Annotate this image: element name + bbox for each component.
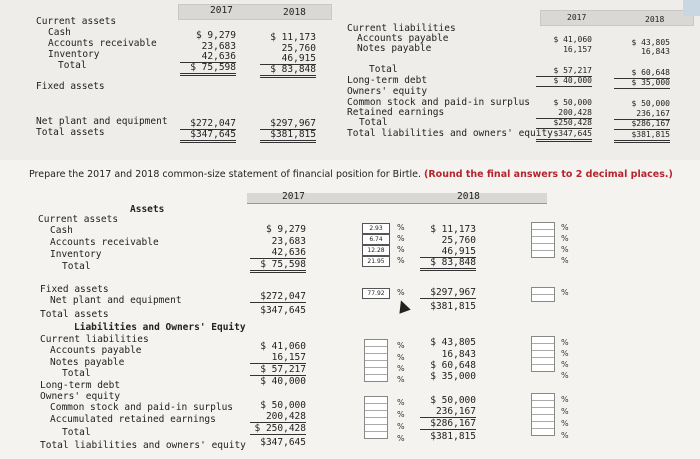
pct-sign: % [397,256,405,265]
t-inventory: Inventory [50,249,102,260]
t-2018-cash: $ 11,173 [430,224,476,235]
t-2018-net-plant: $297,967 [420,288,476,299]
pct-2018-liabilities-grid[interactable] [531,336,555,372]
t-2018-total-cl: $ 60,648 [430,360,476,371]
t-2017-inventory: 42,636 [250,248,306,259]
pct-sign: % [561,360,569,369]
t-2018-ar: 25,760 [441,235,476,246]
pct-sign: % [397,341,405,350]
tl-2018-total: $ 83,848 [260,65,316,78]
top-left-year-header [178,4,332,20]
pct-sign: % [561,338,569,347]
pct-2017-liabilities-grid[interactable] [364,339,388,382]
tr-2017-total2: $250,428 [536,118,592,129]
t-current-assets: Current assets [38,214,119,225]
tl-2018-total-assets: $381,815 [260,130,316,143]
tr-2017-common: $ 50,000 [553,98,592,107]
t-2018-inventory: 46,915 [420,247,476,258]
pct-2017-cash-input[interactable]: 2.93 [362,223,390,234]
top-right-year-header [540,10,694,26]
tr-np: Notes payable [357,43,432,54]
tl-2017-total: $ 75,598 [180,63,236,76]
pct-sign: % [561,245,569,254]
tr-2018-ap: $ 43,805 [631,38,670,47]
t-2018-retained: 236,167 [420,407,476,418]
t-2018-total-oe: $286,167 [420,419,476,430]
pct-sign: % [561,371,569,380]
t-total-le: Total liabilities and owners' equity [40,440,246,451]
t-total-assets: Total assets [40,309,109,320]
t-2018-total-le: $381,815 [430,431,476,442]
t-2017-common: $ 50,000 [260,400,306,411]
tr-total-le: Total liabilities and owners' equity [347,128,553,139]
tr-2018-ltd: $ 35,000 [614,78,670,89]
tr-2017-ap: $ 41,060 [553,35,592,44]
tr-2017-np: 16,157 [563,45,592,54]
t-total-cl: Total [62,368,91,379]
pct-sign: % [397,223,405,232]
tr-2017-total-le: $347,645 [536,129,592,142]
t-2017-total-cl: $ 57,217 [250,365,306,376]
t-2017-total-assets: $347,645 [260,305,306,316]
t-total-oe: Total [62,427,91,438]
tl-2017-net-plant: $272,047 [180,119,236,130]
tl-2017-ar: 23,683 [201,41,236,52]
tl-total: Total [58,60,87,71]
tr-2018-total-le: $381,815 [614,130,670,143]
pct-2017-equity-grid[interactable] [364,396,388,439]
tr-current-liabilities: Current liabilities [347,23,456,34]
tr-total: Total [369,64,398,75]
t-2018-total: $ 83,848 [420,258,476,271]
pct-sign: % [397,375,405,384]
pct-sign: % [561,419,569,428]
pct-sign: % [561,223,569,232]
pct-sign: % [397,353,405,362]
pct-sign: % [397,234,405,243]
t-2017-ltd: $ 40,000 [260,376,306,387]
t-2018-np: 16,843 [441,349,476,360]
pct-2017-ar-input[interactable]: 6.74 [362,234,390,245]
t-common: Common stock and paid-in surplus [50,402,234,413]
pct-sign: % [561,349,569,358]
tr-ap: Accounts payable [357,33,449,44]
tr-2018-total2: $286,167 [614,119,670,130]
mouse-cursor-icon [395,298,410,313]
t-2017-ap: $ 41,060 [260,341,306,352]
pct-sign: % [397,288,405,297]
t-owners-equity: Owners' equity [40,391,121,402]
top-right-year-2018: 2018 [645,15,665,24]
t-total: Total [62,261,91,272]
tl-ar: Accounts receivable [48,38,157,49]
tl-2018-ar: 25,760 [281,43,316,54]
tl-2017-total-assets: $347,645 [180,130,236,143]
t-retained: Accumulated retained earnings [50,414,216,425]
top-right-year-2017: 2017 [567,13,587,22]
t-net-plant: Net plant and equipment [50,295,182,306]
pct-sign: % [397,245,405,254]
pct-sign: % [397,364,405,373]
table-year-2017: 2017 [282,191,305,202]
tl-current-assets: Current assets [36,16,117,27]
top-left-year-2017: 2017 [210,5,233,16]
tr-2018-retained: 236,167 [614,109,670,120]
pct-2017-inventory-input[interactable]: 12.28 [362,245,390,256]
tr-2017-total: $ 57,217 [536,66,592,77]
t-2018-common: $ 50,000 [430,395,476,406]
pct-sign: % [397,410,405,419]
tl-inventory: Inventory [48,49,100,60]
pct-sign: % [561,431,569,440]
pct-sign: % [397,434,405,443]
pct-sign: % [397,398,405,407]
t-2017-cash: $ 9,279 [265,224,306,235]
t-2017-ar: 23,683 [271,236,306,247]
t-np: Notes payable [50,357,125,368]
t-2017-total-le: $347,645 [260,437,306,448]
t-current-liabilities: Current liabilities [40,334,149,345]
tl-2017-cash: $ 9,279 [195,30,236,41]
pct-2018-current-assets-grid[interactable] [531,222,555,258]
pct-sign: % [397,422,405,431]
pct-2018-net-plant-grid[interactable] [531,287,555,302]
t-2017-total-oe: $ 250,428 [250,424,306,435]
tr-2017-retained: 200,428 [536,108,592,119]
t-2017-np: 16,157 [250,353,306,364]
pct-2017-total-input[interactable]: 21.95 [362,256,390,267]
tl-net-plant: Net plant and equipment [36,116,168,127]
tl-total-assets: Total assets [36,127,105,138]
tl-2018-cash: $ 11,173 [270,32,316,43]
tl-2017-inventory: 42,636 [180,52,236,63]
t-2017-net-plant: $272,047 [250,292,306,303]
tr-2017-ltd: $ 40,000 [536,76,592,87]
pct-sign: % [561,234,569,243]
tl-fixed-assets: Fixed assets [36,81,105,92]
t-2017-retained: 200,428 [250,412,306,423]
t-2018-ap: $ 43,805 [430,337,476,348]
t-2018-ltd: $ 35,000 [430,371,476,382]
tl-2018-net-plant: $297,967 [260,119,316,130]
tr-2018-common: $ 50,000 [631,99,670,108]
t-ar: Accounts receivable [50,237,159,248]
prompt-rounding-note: (Round the final answers to 2 decimal places.) [424,169,673,180]
tr-retained: Retained earnings [347,107,445,118]
t-2018-total-assets: $381,815 [430,301,476,312]
liabilities-heading: Liabilities and Owners' Equity [74,322,246,333]
t-2017-total: $ 75,598 [250,260,306,273]
t-cash: Cash [50,225,73,236]
tr-2018-total: $ 60,648 [614,68,670,79]
tr-ltd: Long-term debt [347,75,428,86]
tr-2018-np: 16,843 [641,47,670,56]
pct-2017-net-plant-input[interactable]: 77.92 [362,288,390,299]
table-year-2018: 2018 [457,191,480,202]
scroll-tab[interactable] [683,0,700,16]
t-ap: Accounts payable [50,345,142,356]
assets-heading: Assets [130,204,165,215]
pct-2018-equity-grid[interactable] [531,393,555,436]
t-fixed-assets: Fixed assets [40,284,109,295]
tr-owners-equity: Owners' equity [347,86,428,97]
t-ltd: Long-term debt [40,380,121,391]
tr-common: Common stock and paid-in surplus [347,97,531,108]
tr-total2: Total [359,117,388,128]
prompt-text: Prepare the 2017 and 2018 common-size statement of financial position for Birtle. (Round the final answers to 2 decimal places.) [29,169,673,180]
pct-sign: % [561,407,569,416]
tl-cash: Cash [48,27,71,38]
tl-2018-inventory: 46,915 [260,54,316,65]
pct-sign: % [561,395,569,404]
top-left-year-2018: 2018 [283,7,306,18]
pct-sign: % [561,288,569,297]
pct-sign: % [561,256,569,265]
